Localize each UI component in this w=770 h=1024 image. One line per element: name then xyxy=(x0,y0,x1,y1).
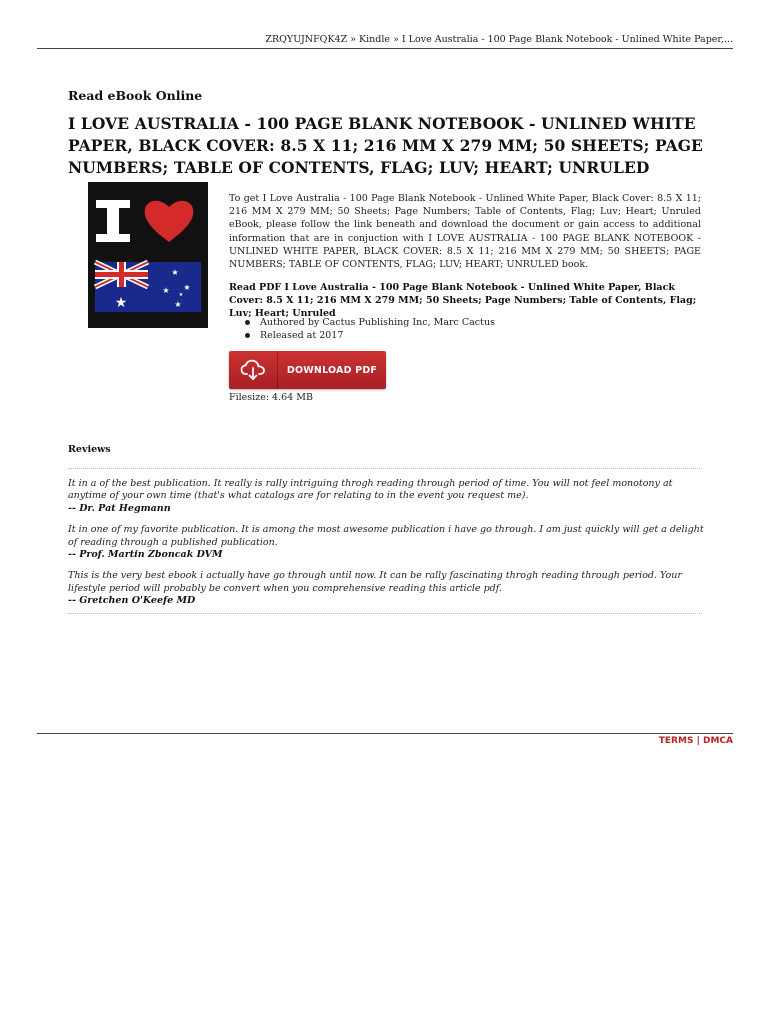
heart-icon xyxy=(145,201,194,242)
read-online-heading: Read eBook Online xyxy=(68,88,203,103)
footer-links xyxy=(659,736,733,746)
book-cover xyxy=(88,182,208,328)
review-item xyxy=(68,570,704,607)
letter-i-glyph xyxy=(96,200,130,242)
svg-text:★: ★ xyxy=(178,292,184,298)
reviews-heading: Reviews xyxy=(68,444,111,455)
download-pdf-button[interactable] xyxy=(229,351,386,389)
reviews-top-divider xyxy=(68,468,702,469)
release-info: Released at 2017 xyxy=(244,329,495,342)
breadcrumb: ZRQYUJNFQK4Z » Kindle » I Love Australia - 100 Page Blank Notebook - Unlined White Paper,... xyxy=(265,34,733,45)
review-text: This is the very best ebook i actually have go through until now. It can be rally fascinating throgh reading through period. Your lifestyle period will probably be convert when you comprehensive reading this article pdf. xyxy=(68,570,682,594)
svg-text:★: ★ xyxy=(171,268,179,277)
svg-text:★: ★ xyxy=(162,286,170,295)
book-description: To get I Love Australia - 100 Page Blank Notebook - Unlined White Paper, Black Cover: 8.5 X 11; 216 MM X 279 MM; 50 Sheets; Page Numbers; Table of Contents, Flag; Luv; Heart; Unruled eBook, please follow the link beneath and download the document or gain access to additional information that are in conjuction with I LOVE AUSTRALIA - 100 PAGE BLANK NOTEBOOK - UNLINED WHITE PAPER, BLACK COVER: 8.5 X 11; 216 MM X 279 MM; 50 SHEETS; PAGE NUMBERS; TABLE OF CONTENTS, FLAG; LUV; HEART; UNRULED book. xyxy=(229,193,701,271)
review-text: It in one of my favorite publication. It is among the most awesome publication i have go through. I am just quickly will get a delight of reading through a published publication. xyxy=(68,524,704,548)
footer-divider xyxy=(37,733,733,734)
cloud-download-icon xyxy=(229,351,278,389)
svg-text:★: ★ xyxy=(114,295,128,311)
file-size: Filesize: 4.64 MB xyxy=(229,392,313,403)
reviews-list xyxy=(68,478,704,617)
reviews-bottom-divider xyxy=(68,613,702,614)
dmca-link[interactable]: DMCA xyxy=(703,736,733,746)
book-meta-list xyxy=(244,316,495,343)
header-bar xyxy=(37,36,733,49)
review-item xyxy=(68,478,704,515)
review-author: -- Prof. Martin Zboncak DVM xyxy=(68,549,223,561)
review-author: -- Gretchen O'Keefe MD xyxy=(68,595,196,607)
review-author: -- Dr. Pat Hegmann xyxy=(68,502,171,514)
footer-separator: | xyxy=(696,736,700,746)
book-title: I LOVE AUSTRALIA - 100 PAGE BLANK NOTEBOOK - UNLINED WHITE PAPER, BLACK COVER: 8.5 X 11; 216 MM X 279 MM; 50 SHEETS; PAGE NUMBERS; TABLE OF CONTENTS, FLAG; LUV; HEART; UNRULED xyxy=(68,114,703,177)
read-pdf-link[interactable]: Read PDF I Love Australia - 100 Page Blank Notebook - Unlined White Paper, Black Cover: 8.5 X 11; 216 MM X 279 MM; 50 Sheets; Page Numbers; Table of Contents, Flag; Luv; Heart; Unruled xyxy=(229,282,697,320)
australian-flag-icon xyxy=(95,262,201,312)
download-button-label: DOWNLOAD PDF xyxy=(286,364,378,376)
review-text: It in a of the best publication. It really is rally intriguing throgh reading through period of time. You will not feel monotony at anytime of your own time (that's what catalogs are for relating to in the event you request me). xyxy=(68,478,673,502)
svg-text:★: ★ xyxy=(183,283,191,292)
svg-text:★: ★ xyxy=(174,300,182,309)
terms-link[interactable]: TERMS xyxy=(658,736,694,746)
review-item xyxy=(68,524,704,561)
author-info: Authored by Cactus Publishing Inc, Marc Cactus xyxy=(244,316,495,329)
